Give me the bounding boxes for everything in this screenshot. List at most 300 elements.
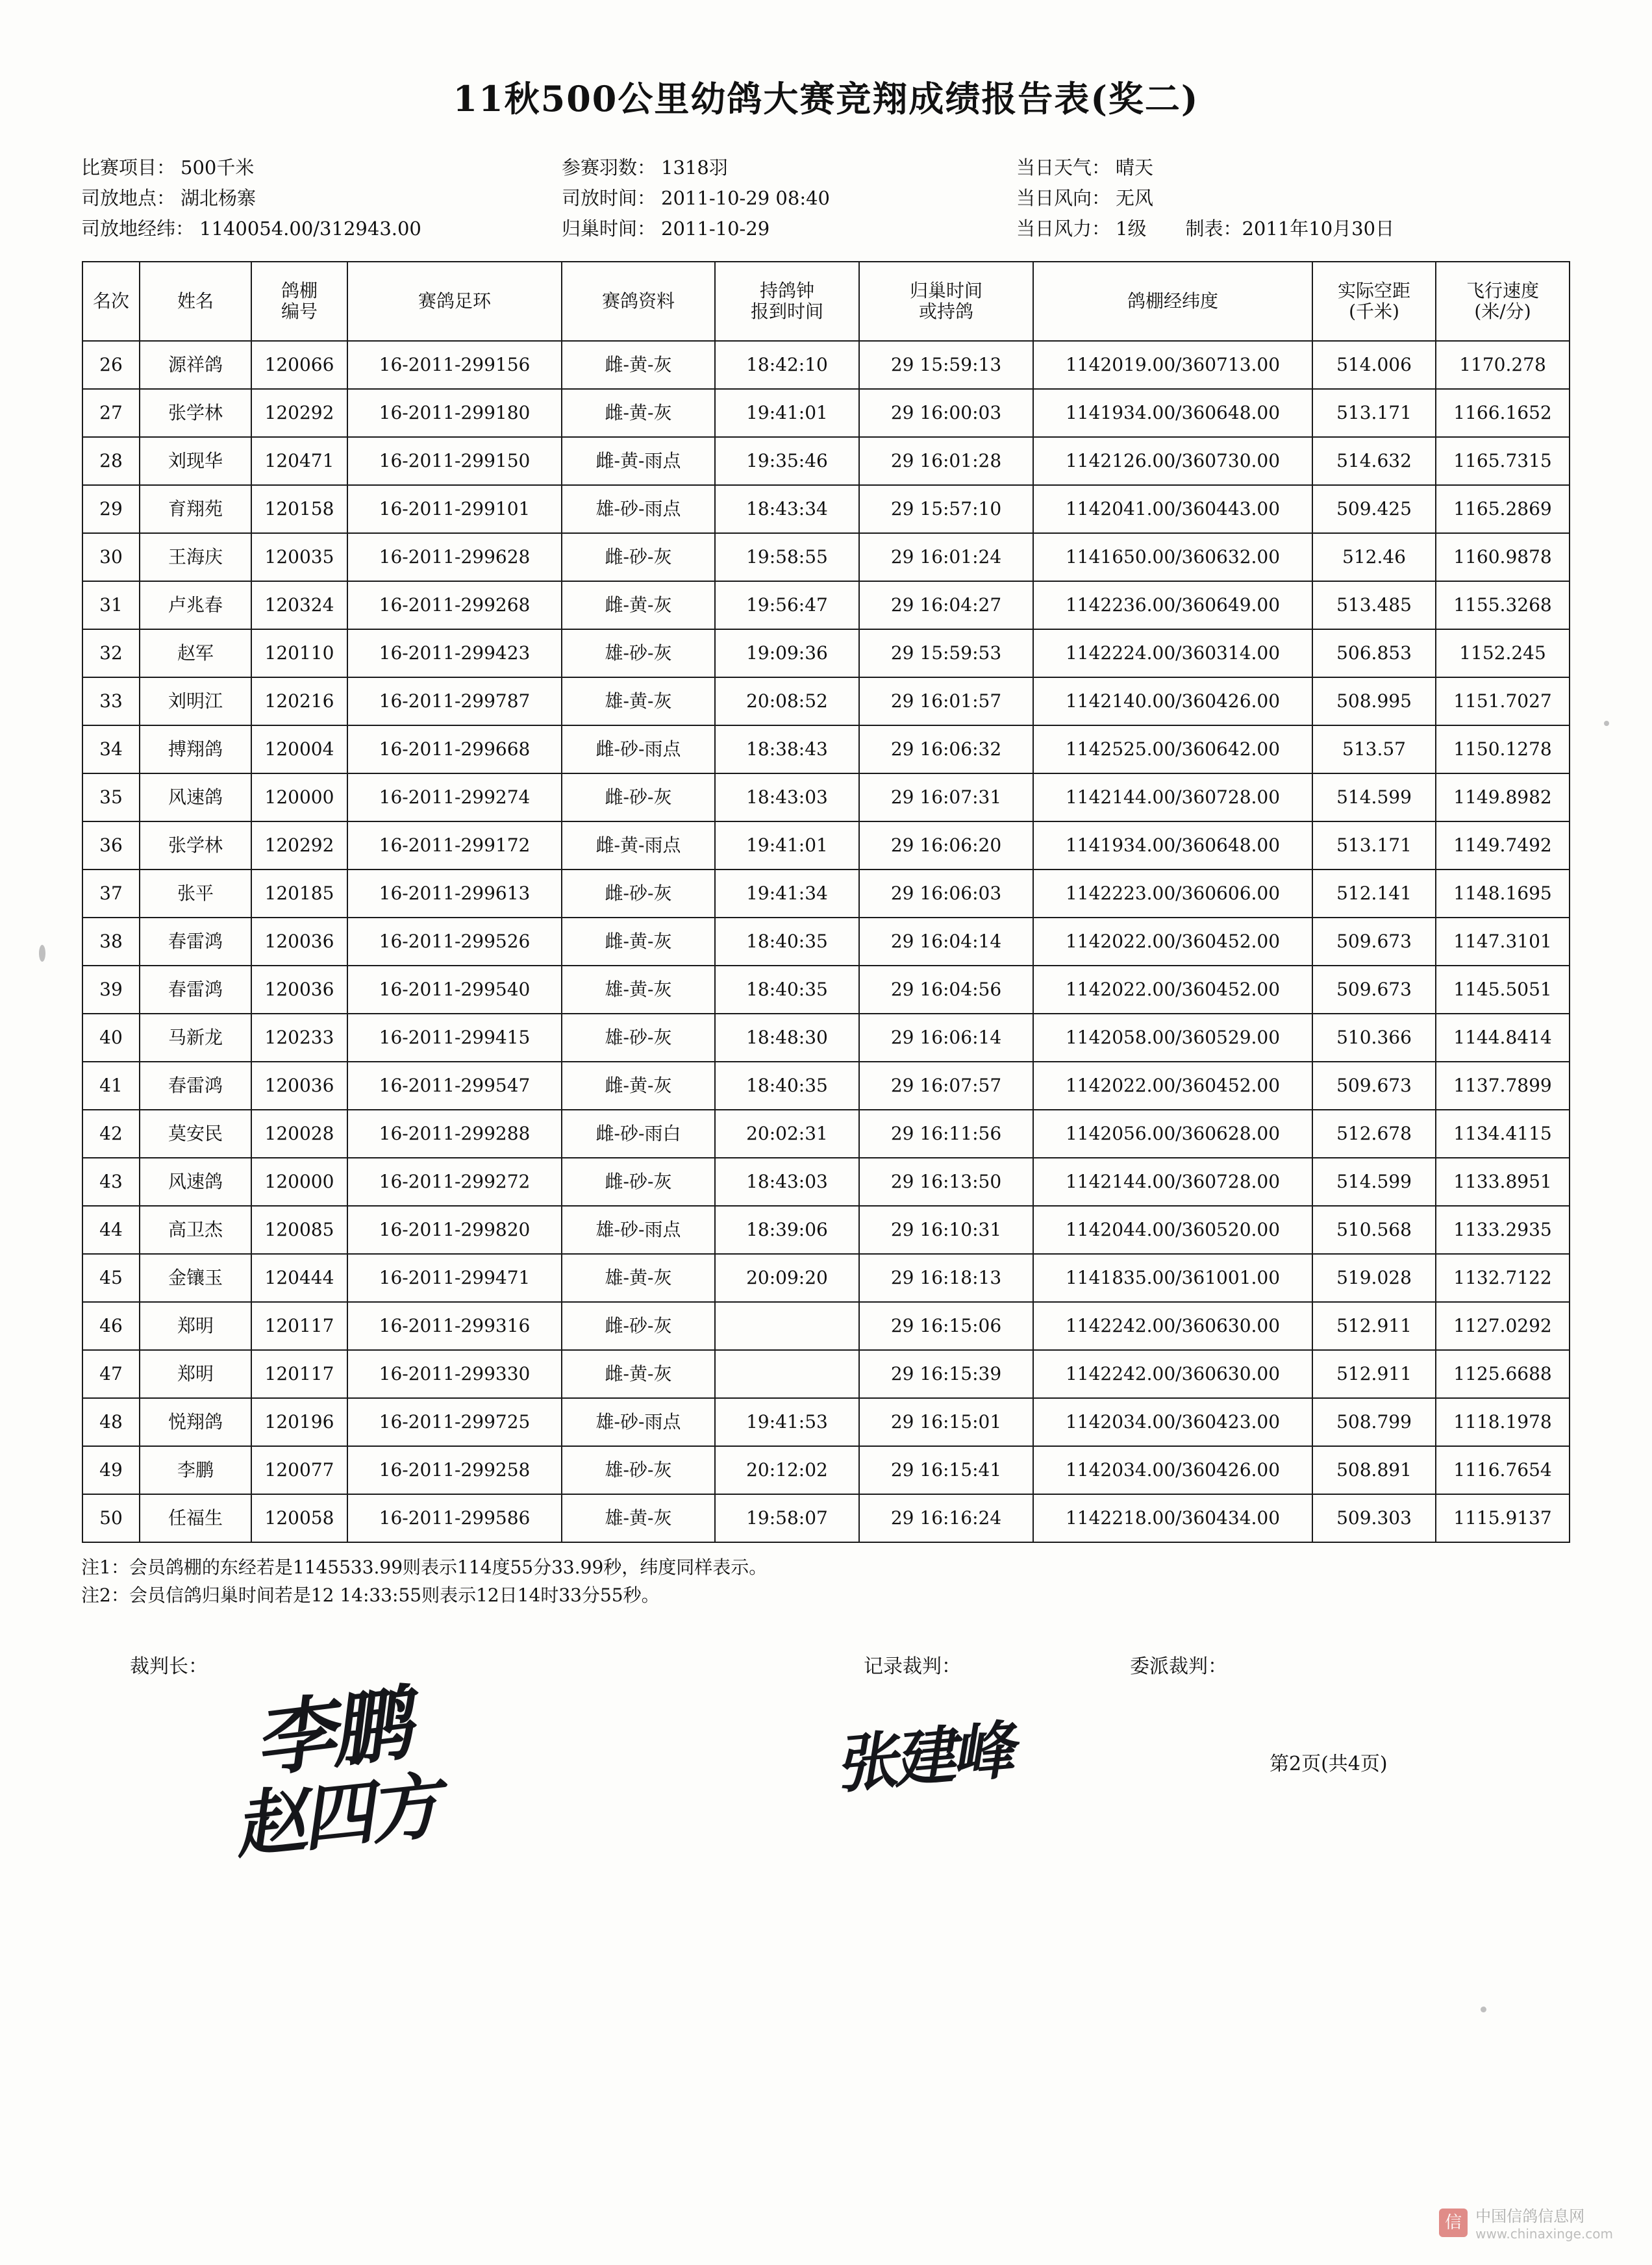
meta-value-release-place: 湖北杨寨 [181, 186, 257, 209]
column-header-rank-line1: 名次 [92, 290, 129, 312]
cell-name: 高卫杰 [140, 1206, 251, 1254]
table-row [82, 966, 1570, 1014]
cell-return-time: 29 16:18:13 [859, 1254, 1033, 1302]
cell-distance: 508.995 [1312, 677, 1436, 725]
cell-rank: 41 [82, 1062, 140, 1110]
cell-speed: 1170.278 [1436, 341, 1570, 389]
cell-rank: 49 [82, 1446, 140, 1494]
cell-speed: 1127.0292 [1436, 1302, 1570, 1350]
cell-loft: 120185 [251, 870, 347, 918]
cell-return-time: 29 16:06:32 [859, 725, 1033, 773]
cell-return-time: 29 16:01:24 [859, 533, 1033, 581]
cell-clock: 19:35:46 [715, 437, 859, 485]
column-header-return-line2: 或持鸽 [918, 300, 973, 322]
cell-ring: 16-2011-299274 [347, 773, 562, 821]
cell-distance: 514.632 [1312, 437, 1436, 485]
meta-info [81, 153, 1581, 244]
cell-loft: 120216 [251, 677, 347, 725]
column-header-coord-line1: 鸽棚经纬度 [1127, 290, 1218, 312]
cell-ring: 16-2011-299668 [347, 725, 562, 773]
table-row [82, 1494, 1570, 1542]
cell-ring: 16-2011-299288 [347, 1110, 562, 1158]
cell-distance: 512.911 [1312, 1302, 1436, 1350]
cell-name: 育翔苑 [140, 485, 251, 533]
cell-return-time: 29 16:04:14 [859, 918, 1033, 966]
watermark [1439, 2203, 1613, 2242]
meta-label-release-time: 司放时间： [562, 186, 657, 209]
cell-distance: 513.171 [1312, 389, 1436, 437]
cell-loft: 120058 [251, 1494, 347, 1542]
cell-name: 郑明 [140, 1350, 251, 1398]
cell-return-time: 29 15:59:13 [859, 341, 1033, 389]
cell-loft: 120324 [251, 581, 347, 629]
table-row [82, 437, 1570, 485]
cell-ring: 16-2011-299471 [347, 1254, 562, 1302]
cell-coordinates: 1141934.00/360648.00 [1033, 821, 1312, 870]
column-header-loft [251, 262, 347, 341]
meta-row-weather [1016, 153, 1380, 183]
cell-speed: 1148.1695 [1436, 870, 1570, 918]
meta-label-weather: 当日天气： [1016, 156, 1111, 179]
cell-coordinates: 1142022.00/360452.00 [1033, 1062, 1312, 1110]
cell-ring: 16-2011-299526 [347, 918, 562, 966]
cell-return-time: 29 16:06:14 [859, 1014, 1033, 1062]
cell-name: 金镶玉 [140, 1254, 251, 1302]
column-header-rank [82, 262, 140, 341]
cell-info: 雄-砂-灰 [562, 629, 715, 677]
cell-clock: 19:58:55 [715, 533, 859, 581]
cell-return-time: 29 16:00:03 [859, 389, 1033, 437]
cell-distance: 513.485 [1312, 581, 1436, 629]
cell-loft: 120158 [251, 485, 347, 533]
cell-name: 春雷鸿 [140, 1062, 251, 1110]
cell-ring: 16-2011-299180 [347, 389, 562, 437]
cell-speed: 1116.7654 [1436, 1446, 1570, 1494]
note-1: 注1：会员鸽棚的东经若是1145533.99则表示114度55分33.99秒，纬度同样表示。 [81, 1556, 768, 1578]
cell-rank: 28 [82, 437, 140, 485]
meta-label-release-coord: 司放地经纬： [81, 217, 195, 240]
cell-info: 雄-黄-灰 [562, 1494, 715, 1542]
cell-clock: 18:43:03 [715, 773, 859, 821]
cell-coordinates: 1142144.00/360728.00 [1033, 773, 1312, 821]
column-header-loft-line2: 编号 [281, 300, 318, 322]
watermark-text: 中国信鸽信息网 [1475, 2207, 1585, 2225]
cell-info: 雄-砂-雨点 [562, 1398, 715, 1446]
cell-loft: 120004 [251, 725, 347, 773]
cell-clock: 18:39:06 [715, 1206, 859, 1254]
cell-loft: 120117 [251, 1350, 347, 1398]
cell-distance: 512.46 [1312, 533, 1436, 581]
meta-row-wind-direction [1016, 183, 1380, 214]
cell-loft: 120000 [251, 773, 347, 821]
cell-speed: 1133.2935 [1436, 1206, 1570, 1254]
cell-rank: 29 [82, 485, 140, 533]
cell-info: 雄-砂-雨点 [562, 485, 715, 533]
cell-distance: 509.425 [1312, 485, 1436, 533]
cell-speed: 1133.8951 [1436, 1158, 1570, 1206]
cell-return-time: 29 16:15:41 [859, 1446, 1033, 1494]
cell-info: 雌-黄-灰 [562, 918, 715, 966]
cell-ring: 16-2011-299150 [347, 437, 562, 485]
cell-coordinates: 1142223.00/360606.00 [1033, 870, 1312, 918]
cell-speed: 1151.7027 [1436, 677, 1570, 725]
cell-distance: 513.171 [1312, 821, 1436, 870]
meta-label-release-place: 司放地点： [81, 186, 176, 209]
meta-row-release-coord [81, 214, 562, 244]
scan-speck [39, 945, 45, 962]
cell-rank: 31 [82, 581, 140, 629]
table-row [82, 773, 1570, 821]
table-row [82, 677, 1570, 725]
cell-name: 马新龙 [140, 1014, 251, 1062]
cell-return-time: 29 16:04:56 [859, 966, 1033, 1014]
cell-ring: 16-2011-299613 [347, 870, 562, 918]
cell-coordinates: 1142034.00/360423.00 [1033, 1398, 1312, 1446]
cell-rank: 37 [82, 870, 140, 918]
cell-info: 雄-黄-灰 [562, 677, 715, 725]
cell-info: 雄-砂-雨点 [562, 1206, 715, 1254]
cell-name: 春雷鸿 [140, 966, 251, 1014]
cell-info: 雌-黄-灰 [562, 1062, 715, 1110]
cell-return-time: 29 16:11:56 [859, 1110, 1033, 1158]
cell-ring: 16-2011-299628 [347, 533, 562, 581]
cell-name: 悦翔鸽 [140, 1398, 251, 1446]
record-judge-label: 记录裁判： [864, 1655, 961, 1678]
cell-clock: 19:58:07 [715, 1494, 859, 1542]
cell-coordinates: 1141835.00/361001.00 [1033, 1254, 1312, 1302]
column-header-distance [1312, 262, 1436, 341]
meta-row-entries [562, 153, 1016, 183]
cell-speed: 1166.1652 [1436, 389, 1570, 437]
cell-coordinates: 1142056.00/360628.00 [1033, 1110, 1312, 1158]
cell-loft: 120292 [251, 389, 347, 437]
cell-rank: 34 [82, 725, 140, 773]
cell-return-time: 29 16:07:31 [859, 773, 1033, 821]
chief-judge-label: 裁判长： [130, 1655, 208, 1678]
cell-distance: 512.678 [1312, 1110, 1436, 1158]
meta-row-event [81, 153, 562, 183]
column-header-clock-line1: 持鸽钟 [759, 279, 814, 301]
column-header-distance-line1: 实际空距 [1337, 279, 1410, 301]
cell-rank: 35 [82, 773, 140, 821]
cell-clock: 18:43:03 [715, 1158, 859, 1206]
cell-return-time: 29 16:15:06 [859, 1302, 1033, 1350]
cell-name: 风速鸽 [140, 773, 251, 821]
cell-clock: 20:12:02 [715, 1446, 859, 1494]
meta-value-entries: 1318羽 [661, 156, 728, 179]
cell-return-time: 29 16:13:50 [859, 1158, 1033, 1206]
cell-name: 刘明江 [140, 677, 251, 725]
cell-info: 雌-砂-灰 [562, 870, 715, 918]
cell-rank: 26 [82, 341, 140, 389]
cell-distance: 510.366 [1312, 1014, 1436, 1062]
cell-ring: 16-2011-299423 [347, 629, 562, 677]
meta-label-return-date: 归巢时间： [562, 217, 657, 240]
cell-return-time: 29 16:01:57 [859, 677, 1033, 725]
cell-name: 任福生 [140, 1494, 251, 1542]
cell-ring: 16-2011-299787 [347, 677, 562, 725]
cell-info: 雌-砂-雨点 [562, 725, 715, 773]
cell-clock: 19:41:01 [715, 389, 859, 437]
cell-rank: 48 [82, 1398, 140, 1446]
column-header-info-line1: 赛鸽资料 [601, 290, 675, 312]
cell-ring: 16-2011-299316 [347, 1302, 562, 1350]
cell-distance: 508.891 [1312, 1446, 1436, 1494]
cell-name: 张学林 [140, 389, 251, 437]
cell-ring: 16-2011-299415 [347, 1014, 562, 1062]
scan-speck [1604, 721, 1609, 726]
cell-distance: 514.599 [1312, 1158, 1436, 1206]
column-header-return [859, 262, 1033, 341]
cell-clock: 19:41:53 [715, 1398, 859, 1446]
table-row [82, 389, 1570, 437]
cell-info: 雌-黄-雨点 [562, 437, 715, 485]
cell-clock: 20:09:20 [715, 1254, 859, 1302]
cell-loft: 120028 [251, 1110, 347, 1158]
cell-clock: 18:38:43 [715, 725, 859, 773]
cell-name: 李鹏 [140, 1446, 251, 1494]
cell-return-time: 29 16:06:20 [859, 821, 1033, 870]
cell-clock: 20:08:52 [715, 677, 859, 725]
cell-name: 莫安民 [140, 1110, 251, 1158]
cell-return-time: 29 16:10:31 [859, 1206, 1033, 1254]
cell-info: 雌-砂-灰 [562, 1158, 715, 1206]
column-header-clock-line2: 报到时间 [750, 300, 823, 322]
cell-name: 源祥鸽 [140, 341, 251, 389]
table-row [82, 629, 1570, 677]
table-row [82, 1014, 1570, 1062]
cell-clock: 19:56:47 [715, 581, 859, 629]
table-row [82, 341, 1570, 389]
cell-speed: 1125.6688 [1436, 1350, 1570, 1398]
table-header-row [82, 262, 1570, 341]
meta-row-release-place [81, 183, 562, 214]
cell-name: 搏翔鸽 [140, 725, 251, 773]
cell-loft: 120036 [251, 918, 347, 966]
cell-rank: 39 [82, 966, 140, 1014]
cell-clock: 18:40:35 [715, 918, 859, 966]
table-row [82, 1062, 1570, 1110]
cell-distance: 506.853 [1312, 629, 1436, 677]
cell-ring: 16-2011-299258 [347, 1446, 562, 1494]
note-2: 注2：会员信鸽归巢时间若是12 14:33:55则表示12日14时33分55秒。 [81, 1584, 660, 1607]
cell-coordinates: 1142525.00/360642.00 [1033, 725, 1312, 773]
cell-coordinates: 1142034.00/360426.00 [1033, 1446, 1312, 1494]
cell-loft: 120036 [251, 966, 347, 1014]
cell-return-time: 29 16:15:39 [859, 1350, 1033, 1398]
meta-column-1 [81, 153, 562, 244]
cell-coordinates: 1141934.00/360648.00 [1033, 389, 1312, 437]
cell-clock: 18:40:35 [715, 966, 859, 1014]
column-header-loft-line1: 鸽棚 [281, 279, 318, 301]
cell-ring: 16-2011-299172 [347, 821, 562, 870]
cell-coordinates: 1142224.00/360314.00 [1033, 629, 1312, 677]
cell-name: 王海庆 [140, 533, 251, 581]
cell-rank: 50 [82, 1494, 140, 1542]
cell-clock: 19:41:01 [715, 821, 859, 870]
cell-ring: 16-2011-299156 [347, 341, 562, 389]
meta-label-wind-direction: 当日风向： [1016, 186, 1111, 209]
table-row [82, 1110, 1570, 1158]
cell-loft: 120117 [251, 1302, 347, 1350]
cell-distance: 509.673 [1312, 918, 1436, 966]
cell-speed: 1155.3268 [1436, 581, 1570, 629]
cell-rank: 42 [82, 1110, 140, 1158]
cell-clock: 18:42:10 [715, 341, 859, 389]
cell-clock: 18:40:35 [715, 1062, 859, 1110]
cell-ring: 16-2011-299586 [347, 1494, 562, 1542]
column-header-return-line1: 归巢时间 [909, 279, 982, 301]
cell-loft: 120085 [251, 1206, 347, 1254]
cell-distance: 512.141 [1312, 870, 1436, 918]
cell-name: 刘现华 [140, 437, 251, 485]
cell-distance: 510.568 [1312, 1206, 1436, 1254]
cell-clock [715, 1302, 859, 1350]
cell-speed: 1150.1278 [1436, 725, 1570, 773]
cell-coordinates: 1142242.00/360630.00 [1033, 1350, 1312, 1398]
meta-row-wind-force [1016, 214, 1395, 244]
meta-value-return-date: 2011-10-29 [661, 217, 770, 240]
cell-speed: 1118.1978 [1436, 1398, 1570, 1446]
cell-info: 雄-黄-灰 [562, 966, 715, 1014]
meta-column-3 [1016, 153, 1395, 244]
table-row [82, 1398, 1570, 1446]
cell-speed: 1144.8414 [1436, 1014, 1570, 1062]
cell-rank: 47 [82, 1350, 140, 1398]
cell-speed: 1165.2869 [1436, 485, 1570, 533]
cell-distance: 512.911 [1312, 1350, 1436, 1398]
results-table [82, 261, 1570, 1543]
cell-coordinates: 1142044.00/360520.00 [1033, 1206, 1312, 1254]
cell-clock: 18:43:34 [715, 485, 859, 533]
meta-label-wind-force: 当日风力： [1016, 217, 1111, 240]
cell-distance: 514.006 [1312, 341, 1436, 389]
cell-info: 雌-黄-灰 [562, 581, 715, 629]
column-header-ring-line1: 赛鸽足环 [418, 290, 491, 312]
cell-distance: 509.673 [1312, 1062, 1436, 1110]
cell-distance: 509.303 [1312, 1494, 1436, 1542]
meta-label-event: 比赛项目： [81, 156, 176, 179]
watermark-logo-icon: 信 [1439, 2209, 1468, 2237]
cell-loft: 120077 [251, 1446, 347, 1494]
cell-loft: 120196 [251, 1398, 347, 1446]
table-row [82, 485, 1570, 533]
cell-rank: 40 [82, 1014, 140, 1062]
cell-distance: 508.799 [1312, 1398, 1436, 1446]
cell-return-time: 29 15:59:53 [859, 629, 1033, 677]
cell-distance: 519.028 [1312, 1254, 1436, 1302]
column-header-speed-line2: (米/分) [1474, 300, 1531, 322]
meta-row-release-time [562, 183, 1016, 214]
cell-coordinates: 1142242.00/360630.00 [1033, 1302, 1312, 1350]
cell-speed: 1145.5051 [1436, 966, 1570, 1014]
cell-return-time: 29 16:16:24 [859, 1494, 1033, 1542]
cell-rank: 32 [82, 629, 140, 677]
cell-clock: 19:09:36 [715, 629, 859, 677]
column-header-name [140, 262, 251, 341]
cell-name: 赵军 [140, 629, 251, 677]
column-header-clock [715, 262, 859, 341]
chief-judge-signature-2: 赵四方 [231, 1763, 441, 1868]
cell-coordinates: 1142236.00/360649.00 [1033, 581, 1312, 629]
cell-return-time: 29 16:04:27 [859, 581, 1033, 629]
cell-coordinates: 1141650.00/360632.00 [1033, 533, 1312, 581]
meta-label-entries: 参赛羽数： [562, 156, 657, 179]
cell-clock: 18:48:30 [715, 1014, 859, 1062]
cell-clock: 19:41:34 [715, 870, 859, 918]
meta-value-release-time: 2011-10-29 08:40 [661, 186, 831, 209]
signature-area [0, 1650, 1652, 1923]
meta-value-weather: 晴天 [1116, 156, 1154, 179]
cell-name: 卢兆春 [140, 581, 251, 629]
cell-speed: 1134.4115 [1436, 1110, 1570, 1158]
cell-loft: 120035 [251, 533, 347, 581]
page-title: 11秋500公里幼鸽大赛竞翔成绩报告表(奖二) [453, 78, 1199, 119]
assigned-judge-label: 委派裁判： [1130, 1655, 1227, 1678]
column-header-speed-line1: 飞行速度 [1466, 279, 1539, 301]
cell-rank: 44 [82, 1206, 140, 1254]
cell-rank: 36 [82, 821, 140, 870]
cell-coordinates: 1142022.00/360452.00 [1033, 918, 1312, 966]
cell-rank: 43 [82, 1158, 140, 1206]
cell-speed: 1160.9878 [1436, 533, 1570, 581]
cell-speed: 1152.245 [1436, 629, 1570, 677]
page-number: 第2页(共4页) [1270, 1752, 1388, 1775]
cell-clock [715, 1350, 859, 1398]
notes [81, 1553, 1652, 1610]
table-row [82, 1254, 1570, 1302]
meta-value-event: 500千米 [181, 156, 255, 179]
meta-column-2 [562, 153, 1016, 244]
cell-info: 雌-黄-灰 [562, 1350, 715, 1398]
cell-coordinates: 1142140.00/360426.00 [1033, 677, 1312, 725]
cell-ring: 16-2011-299547 [347, 1062, 562, 1110]
cell-ring: 16-2011-299820 [347, 1206, 562, 1254]
meta-value-wind-direction: 无风 [1116, 186, 1154, 209]
cell-info: 雌-砂-雨白 [562, 1110, 715, 1158]
cell-ring: 16-2011-299725 [347, 1398, 562, 1446]
meta-value-maker-date: 制表：2011年10月30日 [1185, 217, 1395, 240]
column-header-info [562, 262, 715, 341]
cell-name: 张平 [140, 870, 251, 918]
meta-row-return-date [562, 214, 1016, 244]
cell-ring: 16-2011-299268 [347, 581, 562, 629]
cell-coordinates: 1142218.00/360434.00 [1033, 1494, 1312, 1542]
cell-rank: 38 [82, 918, 140, 966]
table-row [82, 1206, 1570, 1254]
table-row [82, 1158, 1570, 1206]
cell-info: 雌-黄-灰 [562, 389, 715, 437]
record-judge-signature: 张建峰 [832, 1713, 1014, 1802]
cell-clock: 20:02:31 [715, 1110, 859, 1158]
table-row [82, 870, 1570, 918]
table-row [82, 918, 1570, 966]
cell-loft: 120110 [251, 629, 347, 677]
cell-return-time: 29 16:01:28 [859, 437, 1033, 485]
cell-speed: 1147.3101 [1436, 918, 1570, 966]
column-header-distance-line2: (千米) [1349, 300, 1399, 322]
watermark-url: www.chinaxinge.com [1475, 2226, 1613, 2242]
cell-ring: 16-2011-299101 [347, 485, 562, 533]
cell-coordinates: 1142019.00/360713.00 [1033, 341, 1312, 389]
cell-coordinates: 1142126.00/360730.00 [1033, 437, 1312, 485]
cell-return-time: 29 15:57:10 [859, 485, 1033, 533]
cell-distance: 509.673 [1312, 966, 1436, 1014]
chief-judge-signature-1: 李鹏 [249, 1676, 413, 1789]
cell-rank: 45 [82, 1254, 140, 1302]
cell-ring: 16-2011-299540 [347, 966, 562, 1014]
column-header-speed [1436, 262, 1570, 341]
